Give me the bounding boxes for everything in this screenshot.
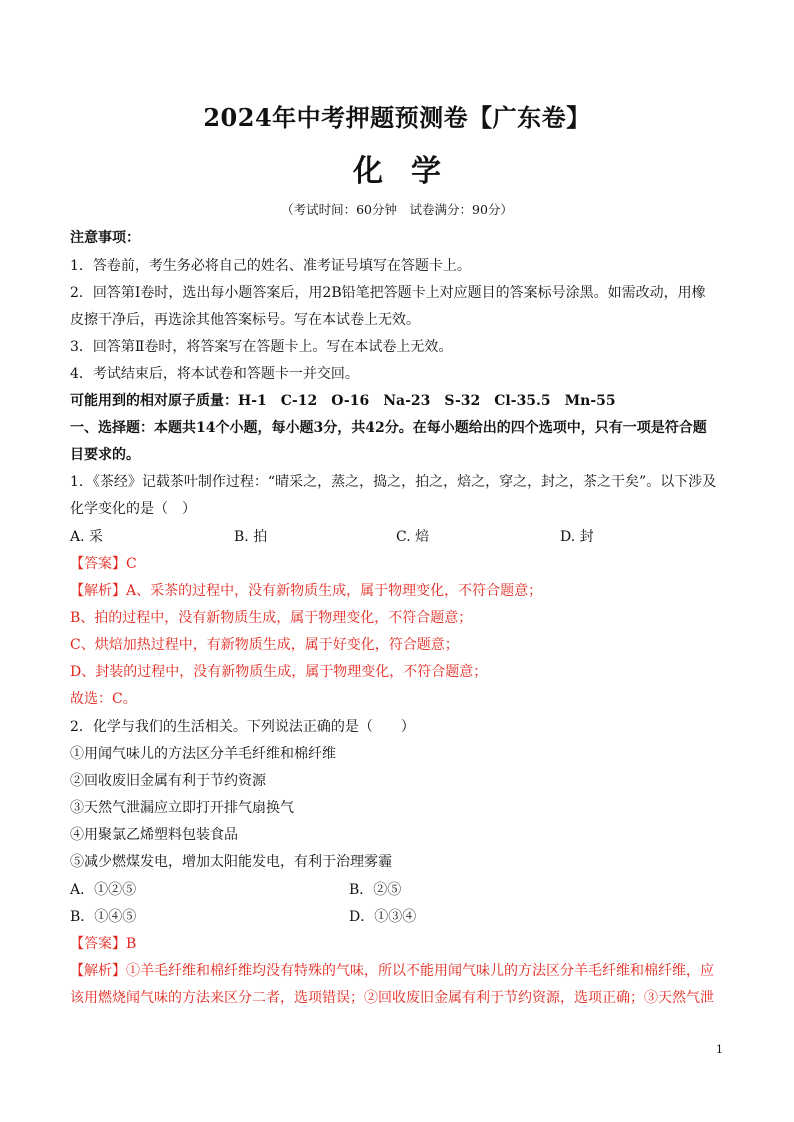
question-2-statement: ③天然气泄漏应立即打开排气扇换气	[70, 800, 294, 816]
question-2-analysis-continued: 该用燃烧闻气味的方法来区分二者，选项错误；②回收废旧金属有利于节约资源，选项正确；③天然气泄	[70, 990, 714, 1006]
notice-item: 3．回答第Ⅱ卷时，将答案写在答题卡上。写在本试卷上无效。	[70, 339, 453, 355]
question-1-analysis: 故选：C。	[70, 691, 137, 707]
notice-item: 2．回答第Ⅰ卷时，选出每小题答案后，用2B铅笔把答题卡上对应题目的答案标号涂黑。如需改动，用橡	[70, 285, 706, 301]
question-2-option-c: B．①④⑤	[70, 909, 137, 925]
question-2-option-d: D．①③④	[349, 909, 417, 925]
section-heading: 一、选择题：本题共14个小题，每小题3分，共42分。在每小题给出的四个选项中，只有一项是符合题	[70, 420, 707, 436]
question-2-stem: 2．化学与我们的生活相关。下列说法正确的是（ ）	[70, 719, 415, 735]
question-1-option-d: D. 封	[560, 529, 594, 545]
page-number: 1	[716, 1043, 723, 1056]
question-1-analysis: C、烘焙加热过程中，有新物质生成，属于好变化，符合题意；	[70, 637, 459, 653]
question-2-option-a: A．①②⑤	[70, 882, 137, 898]
question-2-statement: ⑤减少燃煤发电，增加太阳能发电，有利于治理雾霾	[70, 854, 392, 870]
exam-info: （考试时间：60分钟 试卷满分：90分）	[281, 202, 513, 217]
question-2-analysis: 【解析】①羊毛纤维和棉纤维均没有特殊的气味，所以不能用闻气味儿的方法区分羊毛纤维和棉纤维，应	[70, 963, 714, 979]
question-2-option-b: B．②⑤	[349, 882, 402, 898]
subject-title: 化学	[353, 154, 469, 189]
question-2-statement: ②回收废旧金属有利于节约资源	[70, 773, 266, 789]
notice-item: 1．答卷前，考生务必将自己的姓名、准考证号填写在答题卡上。	[70, 258, 471, 274]
question-1-option-b: B. 拍	[234, 529, 268, 545]
question-2-answer: 【答案】B	[70, 936, 137, 952]
notice-item: 4．考试结束后，将本试卷和答题卡一并交回。	[70, 366, 359, 382]
question-1-stem: 1．《茶经》记载茶叶制作过程：“晴采之，蒸之，捣之，拍之，焙之，穿之，封之，茶之干矣”。以下涉及	[70, 474, 717, 490]
section-heading-continued: 目要求的。	[70, 447, 140, 463]
question-2-statement: ①用闻气味儿的方法区分羊毛纤维和棉纤维	[70, 746, 336, 762]
question-1-option-c: C. 焙	[396, 529, 430, 545]
question-2-statement: ④用聚氯乙烯塑料包装食品	[70, 827, 238, 843]
question-1-stem-continued: 化学变化的是（ ）	[70, 501, 196, 517]
question-1-analysis: 【解析】A、采茶的过程中，没有新物质生成，属于物理变化，不符合题意；	[70, 583, 543, 599]
question-1-analysis: B、拍的过程中，没有新物质生成，属于物理变化，不符合题意；	[70, 610, 473, 626]
atomic-masses: 可能用到的相对原子质量：H-1 C-12 O-16 Na-23 S-32 Cl-35.5 Mn-55	[70, 393, 616, 409]
notice-item-continued: 皮擦干净后，再选涂其他答案标号。写在本试卷上无效。	[70, 312, 420, 328]
question-1-option-a: A. 采	[70, 529, 104, 545]
page-title: 2024年中考押题预测卷【广东卷】	[203, 103, 591, 132]
question-1-analysis: D、封装的过程中，没有新物质生成，属于物理变化，不符合题意；	[70, 664, 488, 680]
notice-heading: 注意事项：	[70, 230, 140, 246]
question-1-answer: 【答案】C	[70, 556, 137, 572]
